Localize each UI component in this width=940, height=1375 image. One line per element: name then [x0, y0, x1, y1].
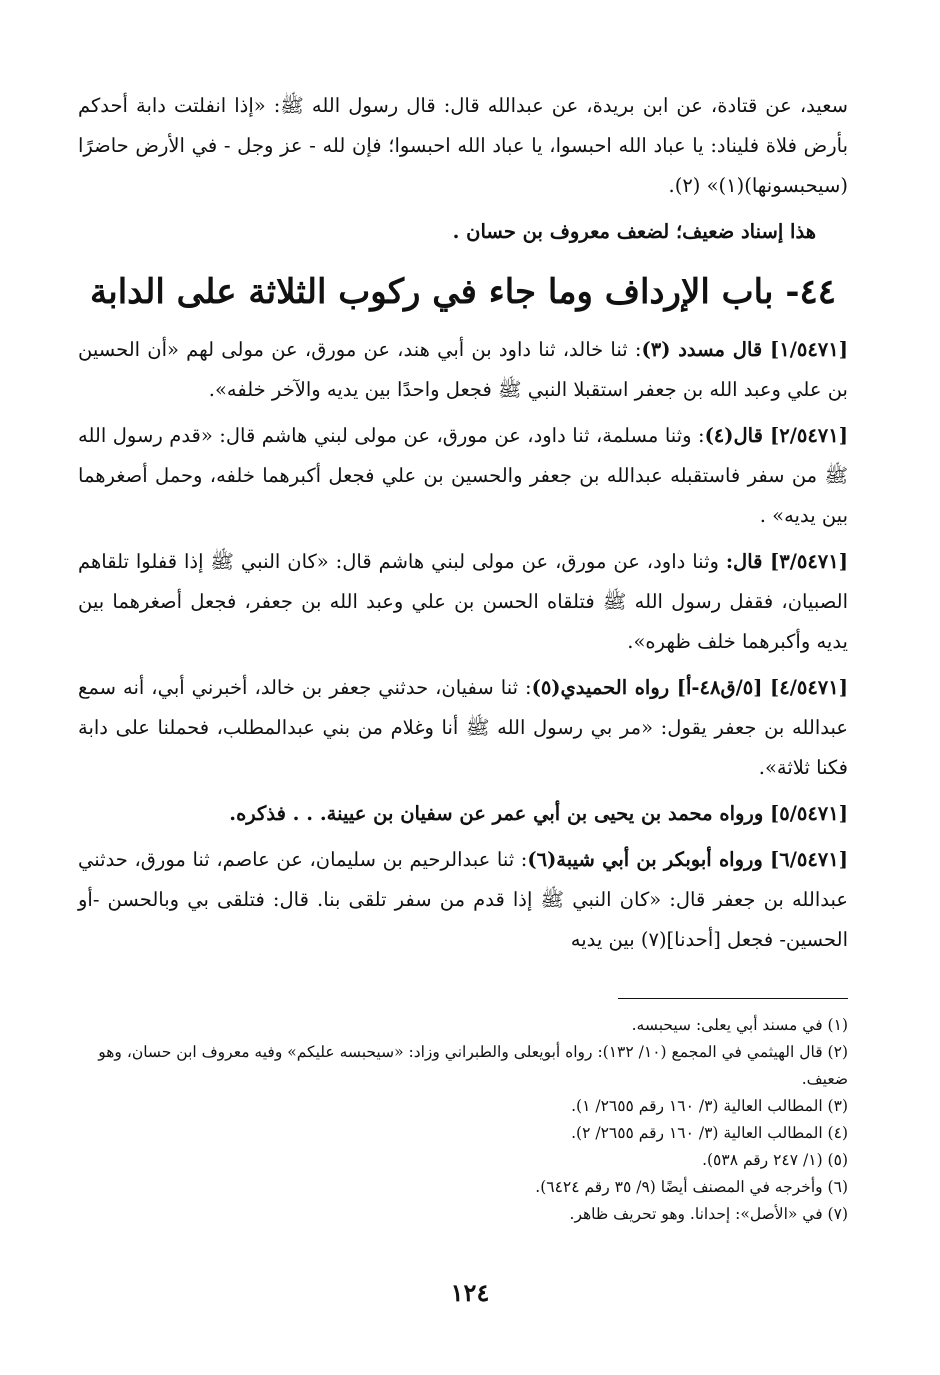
hadith-entry	[78, 668, 848, 788]
footnote-item: (٤) المطالب العالية (٣/ ١٦٠ رقم ٢٦٥٥/ ٢).	[571, 1124, 848, 1142]
footnote-item: (٦) وأخرجه في المصنف أيضًا (٩/ ٣٥ رقم ٦٤٢٤).	[535, 1178, 848, 1196]
hadith-label: [٢/٥٤٧١] قال(٤)	[704, 424, 848, 447]
hadith-text: : ثنا سفيان، حدثني جعفر بن خالد، أخبرني أبي، أنه سمع عبدالله بن جعفر يقول: «مر بي رسول الله ﷺ أنا وغلام من بني عبدالمطلب، فحملنا على دابة فكنا ثلاثة».	[78, 676, 848, 779]
hadith-label: [٦/٥٤٧١] ورواه أبوبكر بن أبي شيبة(٦)	[527, 848, 848, 871]
chapter-title: ٤٤- باب الإرداف وما جاء في ركوب الثلاثة على الدابة	[90, 272, 836, 312]
isnad-note: هذا إسناد ضعيف؛ لضعف معروف بن حسان .	[452, 220, 816, 243]
hadith-entry	[78, 794, 848, 834]
hadith-entry	[78, 840, 848, 960]
hadith-entry	[78, 416, 848, 536]
hadith-label: [٤/٥٤٧١] [٥/ق٤٨-أ] رواه الحميدي(٥)	[531, 676, 848, 699]
footnote-item: (١) في مسند أبي يعلى: سيحبسه.	[631, 1016, 848, 1034]
hadith-entry	[78, 542, 848, 662]
hadith-text: : ثنا خالد، ثنا داود بن أبي هند، عن مورق، عن مولى لهم «أن الحسين بن علي وعبد الله بن جعفر استقبلا النبي ﷺ فجعل واحدًا بين يديه والآخر خلفه».	[78, 338, 848, 401]
page-number: ١٢٤	[450, 1278, 490, 1307]
hadith-text: وثنا داود، عن مورق، عن مولى لبني هاشم قال: «كان النبي ﷺ إذا قفلوا تلقاهم الصبيان، فقفل رسول الله ﷺ فتلقاه الحسن بن علي وعبد الله بن جعفر، فجعل أصغرهما بين يديه وأكبرهما خلف ظهره».	[78, 550, 848, 653]
footnote-item: (٧) في «الأصل»: إحدانا. وهو تحريف ظاهر.	[569, 1205, 848, 1223]
hadith-text: : ثنا عبدالرحيم بن سليمان، عن عاصم، ثنا مورق، حدثني عبدالله بن جعفر قال: «كان النبي ﷺ إذا قدم من سفر تلقى بنا. قال: فتلقى بي وبالحسن -أو الحسين- فجعل [أحدنا](٧) بين يديه	[78, 848, 848, 951]
footnotes	[78, 1012, 848, 1228]
paragraph-continuation: سعيد، عن قتادة، عن ابن بريدة، عن عبدالله قال: قال رسول الله ﷺ: «إذا انفلتت دابة أحدكم بأرض فلاة فليناد: يا عباد الله احبسوا، يا عباد الله احبسوا؛ فإن لله - عز وجل - في الأرض حاضرًا (سيحبسونها)(١)» (٢).	[78, 94, 848, 197]
footnote-item: (٢) قال الهيثمي في المجمع (١٠/ ١٣٢): رواه أبويعلى والطبراني وزاد: «سيحبسه عليكم» وفيه معروف ابن حسان، وهو ضعيف.	[98, 1043, 848, 1088]
footnote-divider	[618, 998, 848, 999]
hadith-entry	[78, 330, 848, 410]
hadith-label: [١/٥٤٧١] قال مسدد (٣)	[641, 338, 848, 361]
main-text	[78, 86, 848, 966]
footnote-item: (٣) المطالب العالية (٣/ ١٦٠ رقم ٢٦٥٥/ ١).	[571, 1097, 848, 1115]
hadith-label: [٥/٥٤٧١] ورواه محمد بن يحيى بن أبي عمر عن سفيان بن عيينة. . . فذكره.	[229, 802, 848, 825]
hadith-label: [٣/٥٤٧١] قال:	[725, 550, 848, 573]
hadith-text: : وثنا مسلمة، ثنا داود، عن مورق، عن مولى لبني هاشم قال: «قدم رسول الله ﷺ من سفر فاستقبله عبدالله بن جعفر والحسين بن علي فجعل أكبرهما خلفه، وحمل أصغرهما بين يديه» .	[78, 424, 848, 527]
footnote-item: (٥) (١/ ٢٤٧ رقم ٥٣٨).	[702, 1151, 848, 1169]
